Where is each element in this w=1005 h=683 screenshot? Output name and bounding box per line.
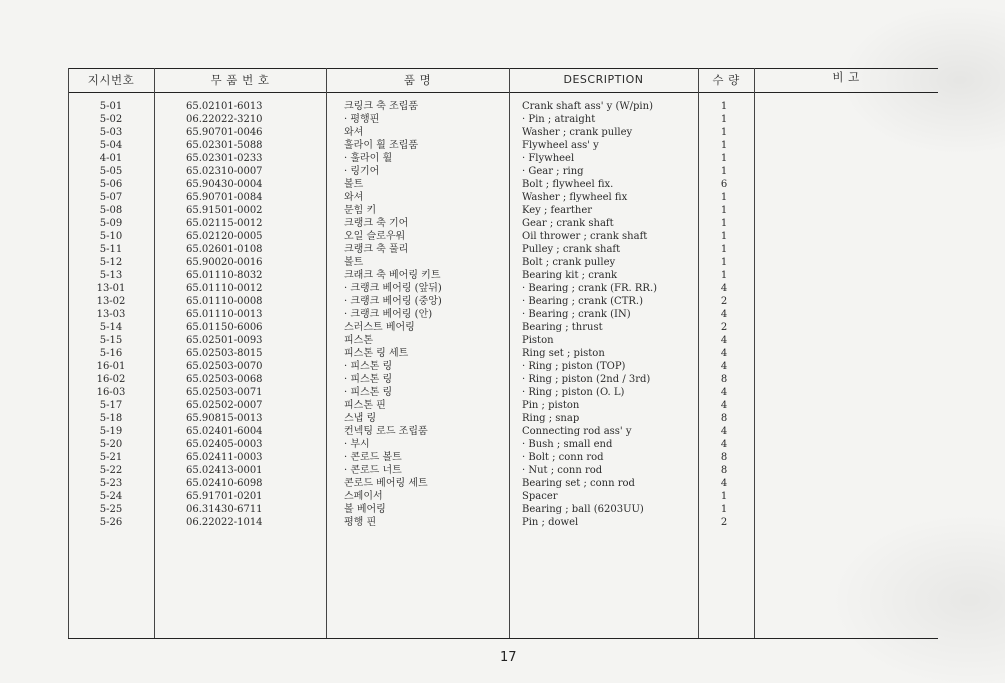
part-number-column xyxy=(186,100,346,529)
row-index: 5-07 xyxy=(99,192,123,203)
row-part-name: 볼트 xyxy=(344,257,364,268)
row-description: Key ; fearther xyxy=(522,205,593,216)
row-part-number: 06.22022-1014 xyxy=(186,517,263,528)
row-part-number: 65.02503-0070 xyxy=(186,361,263,372)
row-part-name: · 평행핀 xyxy=(344,114,380,125)
row-part-number: 65.90430-0004 xyxy=(186,179,263,190)
row-part-name: · 크랭크 베어링 (앞뒤) xyxy=(344,283,442,294)
row-quantity: 1 xyxy=(720,218,728,229)
row-quantity: 1 xyxy=(720,231,728,242)
row-part-name: · 훌라이 휠 xyxy=(344,153,393,164)
row-quantity: 1 xyxy=(720,153,728,164)
row-quantity: 4 xyxy=(720,439,728,450)
row-index: 5-21 xyxy=(99,452,123,463)
row-quantity: 2 xyxy=(720,322,728,333)
row-description: Connecting rod ass' y xyxy=(522,426,632,437)
part-name-column xyxy=(344,100,504,529)
row-part-name: 스냅 링 xyxy=(344,413,377,424)
row-quantity: 8 xyxy=(720,452,728,463)
row-description: · Bearing ; crank (IN) xyxy=(522,309,631,320)
row-quantity: 1 xyxy=(720,491,728,502)
row-part-name: · 피스톤 링 xyxy=(344,374,393,385)
row-part-name: 와셔 xyxy=(344,127,364,138)
row-description: · Bearing ; crank (CTR.) xyxy=(522,296,643,307)
row-index: 5-12 xyxy=(99,257,123,268)
row-part-name: · 피스톤 링 xyxy=(344,361,393,372)
row-index: 5-26 xyxy=(99,517,123,528)
row-quantity: 1 xyxy=(720,127,728,138)
row-index: 5-22 xyxy=(99,465,123,476)
row-part-number: 65.02310-0007 xyxy=(186,166,263,177)
row-quantity: 4 xyxy=(720,335,728,346)
row-quantity: 4 xyxy=(720,387,728,398)
row-part-number: 65.02601-0108 xyxy=(186,244,263,255)
description-column xyxy=(522,100,702,529)
row-part-number: 65.01110-0012 xyxy=(186,283,263,294)
row-quantity: 4 xyxy=(720,400,728,411)
row-description: · Bush ; small end xyxy=(522,439,613,450)
row-quantity: 1 xyxy=(720,205,728,216)
row-description: Spacer xyxy=(522,491,558,502)
header-quantity: 수 량 xyxy=(712,73,740,87)
row-part-number: 65.02502-0007 xyxy=(186,400,263,411)
row-description: Pin ; dowel xyxy=(522,517,579,528)
row-part-name: 평행 핀 xyxy=(344,517,377,528)
row-index: 5-19 xyxy=(99,426,123,437)
row-quantity: 2 xyxy=(720,296,728,307)
row-index: 16-01 xyxy=(96,361,126,372)
row-description: · Ring ; piston (TOP) xyxy=(522,361,626,372)
row-index: 5-17 xyxy=(99,400,123,411)
row-quantity: 1 xyxy=(720,257,728,268)
row-part-name: 크링크 축 조립품 xyxy=(344,101,418,112)
quantity-column xyxy=(698,100,750,529)
row-part-number: 65.90701-0084 xyxy=(186,192,263,203)
row-part-name: 훌라이 휠 조립품 xyxy=(344,140,418,151)
row-description: Pulley ; crank shaft xyxy=(522,244,621,255)
row-index: 16-02 xyxy=(96,374,126,385)
row-description: Washer ; crank pulley xyxy=(522,127,633,138)
row-description: · Ring ; piston (O. L) xyxy=(522,387,625,398)
row-description: · Pin ; atraight xyxy=(522,114,596,125)
row-description: Piston xyxy=(522,335,554,346)
row-part-name: 문힘 키 xyxy=(344,205,377,216)
row-index: 13-02 xyxy=(96,296,126,307)
row-part-name: · 콘로드 볼트 xyxy=(344,452,402,463)
row-description: Oil thrower ; crank shaft xyxy=(522,231,648,242)
row-part-name: 크랭크 축 기어 xyxy=(344,218,409,229)
col-rule-3 xyxy=(509,68,510,638)
row-quantity: 8 xyxy=(720,374,728,385)
row-part-number: 65.02503-0068 xyxy=(186,374,263,385)
row-part-number: 65.90701-0046 xyxy=(186,127,263,138)
row-index: 5-06 xyxy=(99,179,123,190)
row-quantity: 1 xyxy=(720,140,728,151)
row-part-name: 콘로드 베어링 세트 xyxy=(344,478,428,489)
row-index: 5-24 xyxy=(99,491,123,502)
row-description: Bearing ; thrust xyxy=(522,322,603,333)
row-part-name: · 크랭크 베어링 (중앙) xyxy=(344,296,442,307)
row-part-number: 65.02101-6013 xyxy=(186,101,263,112)
row-part-number: 65.01110-0008 xyxy=(186,296,263,307)
row-quantity: 6 xyxy=(720,179,728,190)
row-part-number: 65.91701-0201 xyxy=(186,491,263,502)
col-rule-5 xyxy=(754,68,755,638)
row-part-number: 06.22022-3210 xyxy=(186,114,263,125)
row-part-name: 와셔 xyxy=(344,192,364,203)
row-description: · Flywheel xyxy=(522,153,575,164)
header-part-number: 무 품 번 호 xyxy=(210,73,270,87)
row-index: 16-03 xyxy=(96,387,126,398)
row-part-name: 볼 베어링 xyxy=(344,504,386,515)
row-quantity: 4 xyxy=(720,478,728,489)
row-index: 5-16 xyxy=(99,348,123,359)
row-description: Crank shaft ass' y (W/pin) xyxy=(522,101,653,112)
row-part-number: 65.02401-6004 xyxy=(186,426,263,437)
row-index: 5-14 xyxy=(99,322,123,333)
row-description: · Bearing ; crank (FR. RR.) xyxy=(522,283,658,294)
row-index: 5-08 xyxy=(99,205,123,216)
row-quantity: 8 xyxy=(720,413,728,424)
row-index: 5-10 xyxy=(99,231,123,242)
row-index: 5-09 xyxy=(99,218,123,229)
parts-table xyxy=(68,64,938,638)
row-part-number: 65.90815-0013 xyxy=(186,413,263,424)
row-index: 5-23 xyxy=(99,478,123,489)
header-part-name: 품 명 xyxy=(403,73,432,87)
row-quantity: 4 xyxy=(720,426,728,437)
row-description: · Nut ; conn rod xyxy=(522,465,603,476)
page-number: 17 xyxy=(500,650,517,665)
row-description: Bearing ; ball (6203UU) xyxy=(522,504,644,515)
header-bottom-rule xyxy=(68,92,938,93)
row-index: 5-04 xyxy=(99,140,123,151)
row-description: Bearing set ; conn rod xyxy=(522,478,635,489)
row-part-number: 65.02115-0012 xyxy=(186,218,263,229)
row-index: 5-02 xyxy=(99,114,123,125)
table-bottom-rule xyxy=(68,638,938,639)
row-part-number: 65.02405-0003 xyxy=(186,439,263,450)
row-part-number: 65.02301-5088 xyxy=(186,140,263,151)
row-part-name: 크래크 축 베어링 키트 xyxy=(344,270,441,281)
row-index: 5-05 xyxy=(99,166,123,177)
row-part-number: 65.01110-8032 xyxy=(186,270,263,281)
row-part-name: 스페이서 xyxy=(344,491,383,502)
row-part-name: 피스톤 xyxy=(344,335,373,346)
row-part-number: 65.90020-0016 xyxy=(186,257,263,268)
row-index: 13-01 xyxy=(96,283,126,294)
row-index: 5-13 xyxy=(99,270,123,281)
row-part-number: 65.01110-0013 xyxy=(186,309,263,320)
row-index: 5-01 xyxy=(99,101,123,112)
row-description: Pin ; piston xyxy=(522,400,580,411)
row-description: Ring ; snap xyxy=(522,413,580,424)
row-index: 13-03 xyxy=(96,309,126,320)
row-quantity: 4 xyxy=(720,283,728,294)
row-description: Bolt ; crank pulley xyxy=(522,257,616,268)
row-part-number: 65.02501-0093 xyxy=(186,335,263,346)
row-part-name: 피스톤 링 세트 xyxy=(344,348,409,359)
row-quantity: 1 xyxy=(720,101,728,112)
row-quantity: 2 xyxy=(720,517,728,528)
row-part-number: 65.02120-0005 xyxy=(186,231,263,242)
row-part-number: 65.02301-0233 xyxy=(186,153,263,164)
row-index: 5-18 xyxy=(99,413,123,424)
row-index: 5-15 xyxy=(99,335,123,346)
row-part-name: 피스톤 핀 xyxy=(344,400,386,411)
row-part-number: 65.91501-0002 xyxy=(186,205,263,216)
row-part-name: · 부시 xyxy=(344,439,370,450)
row-index: 5-25 xyxy=(99,504,123,515)
row-part-number: 65.02503-0071 xyxy=(186,387,263,398)
row-part-name: · 링기어 xyxy=(344,166,380,177)
row-part-name: · 크랭크 베어링 (안) xyxy=(344,309,433,320)
row-part-name: 볼트 xyxy=(344,179,364,190)
row-quantity: 1 xyxy=(720,504,728,515)
index-column xyxy=(68,100,154,529)
row-description: · Ring ; piston (2nd / 3rd) xyxy=(522,374,651,385)
row-description: Ring set ; piston xyxy=(522,348,605,359)
row-description: · Bolt ; conn rod xyxy=(522,452,604,463)
header-index: 지시번호 xyxy=(87,73,135,87)
header-description: DESCRIPTION xyxy=(563,73,644,86)
row-description: Flywheel ass' y xyxy=(522,140,599,151)
row-part-number: 06.31430-6711 xyxy=(186,504,263,515)
row-quantity: 1 xyxy=(720,192,728,203)
row-description: Bolt ; flywheel fix. xyxy=(522,179,614,190)
row-part-number: 65.02410-6098 xyxy=(186,478,263,489)
row-quantity: 4 xyxy=(720,348,728,359)
row-quantity: 1 xyxy=(720,270,728,281)
row-part-number: 65.01150-6006 xyxy=(186,322,263,333)
row-description: · Gear ; ring xyxy=(522,166,584,177)
row-index: 4-01 xyxy=(99,153,123,164)
col-rule-1 xyxy=(154,68,155,638)
row-quantity: 8 xyxy=(720,465,728,476)
row-part-number: 65.02413-0001 xyxy=(186,465,263,476)
row-part-number: 65.02503-8015 xyxy=(186,348,263,359)
row-part-name: · 콘로드 너트 xyxy=(344,465,402,476)
row-description: Bearing kit ; crank xyxy=(522,270,618,281)
row-description: Gear ; crank shaft xyxy=(522,218,614,229)
row-part-name: · 피스톤 링 xyxy=(344,387,393,398)
row-part-number: 65.02411-0003 xyxy=(186,452,263,463)
row-quantity: 4 xyxy=(720,361,728,372)
row-part-name: 스러스트 베어링 xyxy=(344,322,415,333)
row-quantity: 4 xyxy=(720,309,728,320)
row-index: 5-11 xyxy=(99,244,123,255)
row-index: 5-20 xyxy=(99,439,123,450)
row-quantity: 1 xyxy=(720,244,728,255)
row-part-name: 컨넥팅 로드 조립품 xyxy=(344,426,428,437)
row-quantity: 1 xyxy=(720,166,728,177)
header-remarks: 비 고 xyxy=(832,70,860,84)
row-quantity: 1 xyxy=(720,114,728,125)
row-part-name: 크랭크 축 풀리 xyxy=(344,244,409,255)
row-description: Washer ; flywheel fix xyxy=(522,192,628,203)
row-index: 5-03 xyxy=(99,127,123,138)
row-part-name: 오일 슬로우워 xyxy=(344,231,406,242)
